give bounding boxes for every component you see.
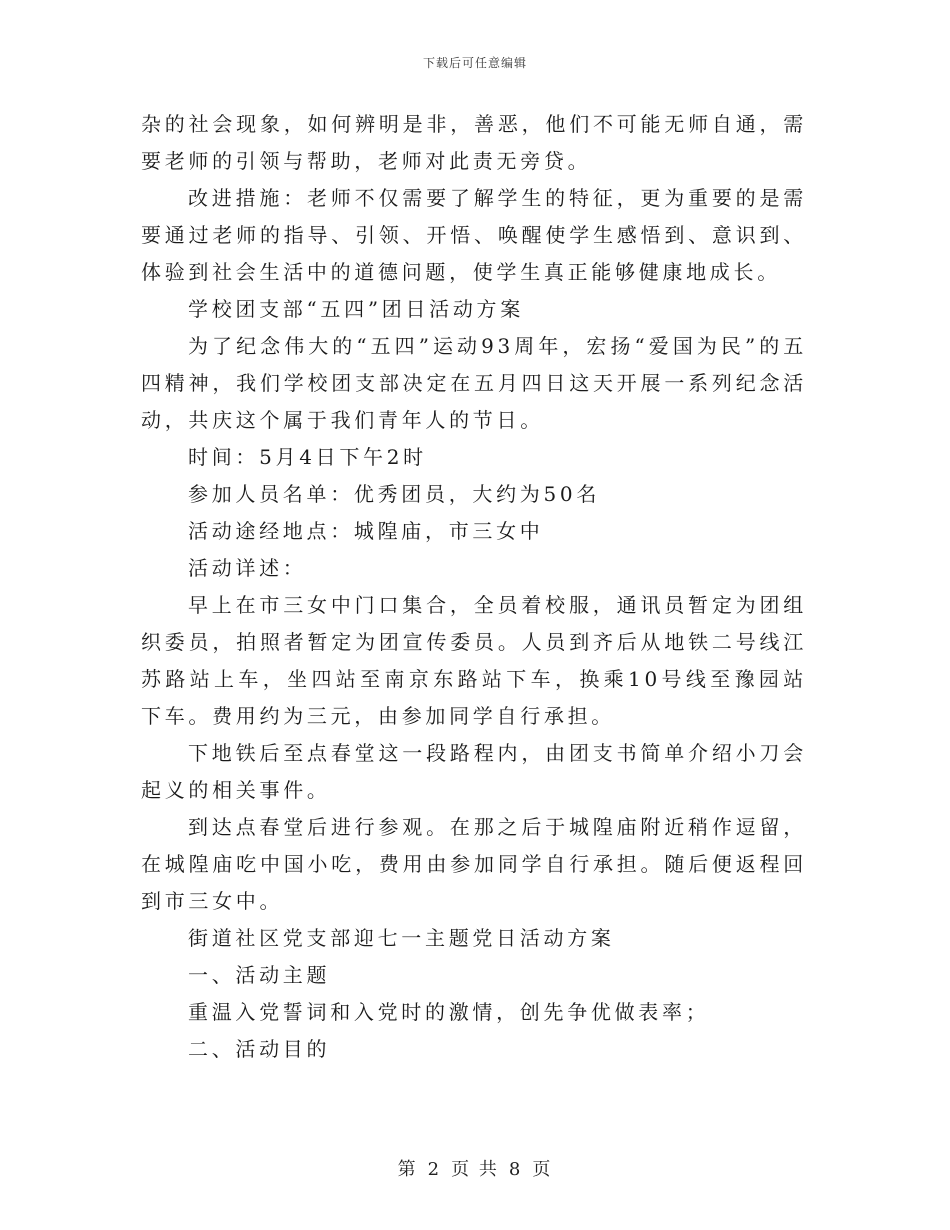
- paragraph: 为了纪念伟大的“五四”运动93周年，宏扬“爱国为民”的五四精神，我们学校团支部决定在五月四日这天开展一系列纪念活动，共庆这个属于我们青年人的节日。: [141, 334, 807, 432]
- document-body: [141, 106, 807, 1068]
- paragraph: 参加人员名单：优秀团员，大约为50名: [188, 482, 601, 506]
- footer-prefix: 第: [397, 1159, 418, 1180]
- footer-page-number: 2: [427, 1159, 442, 1180]
- heading: 一、活动主题: [188, 963, 331, 987]
- paragraph: 活动途经地点：城隍庙，市三女中: [188, 519, 544, 543]
- heading: 二、活动目的: [188, 1037, 331, 1061]
- paragraph: 下地铁后至点春堂这一段路程内，由团支书简单介绍小刀会起义的相关事件。: [141, 741, 807, 802]
- footer-suffix: 页: [532, 1159, 553, 1180]
- paragraph: 时间：5月4日下午2时: [188, 445, 427, 469]
- page-header: 下载后可任意编辑: [422, 56, 527, 70]
- paragraph: 杂的社会现象，如何辨明是非，善恶，他们不可能无师自通，需要老师的引领与帮助，老师对此责无旁贷。: [141, 112, 807, 173]
- page-footer: [0, 1155, 950, 1181]
- section-title: 学校团支部“五四”团日活动方案: [188, 297, 524, 321]
- paragraph: 重温入党誓词和入党时的激情，创先争优做表率；: [188, 1000, 710, 1024]
- paragraph: 到达点春堂后进行参观。在那之后于城隍庙附近稍作逗留，在城隍庙吃中国小吃，费用由参加同学自行承担。随后便返程回到市三女中。: [141, 815, 807, 913]
- footer-middle: 页 共: [451, 1159, 499, 1180]
- paragraph: 改进措施：老师不仅需要了解学生的特征，更为重要的是需要通过老师的指导、引领、开悟、唤醒使学生感悟到、意识到、体验到社会生活中的道德问题，使学生真正能够健康地成长。: [141, 186, 807, 284]
- footer-total-pages: 8: [508, 1159, 523, 1180]
- paragraph: 早上在市三女中门口集合，全员着校服，通讯员暂定为团组织委员，拍照者暂定为团宣传委员。人员到齐后从地铁二号线江苏路站上车，坐四站至南京东路站下车，换乘10号线至豫园站下车。费用约为三元，由参加同学自行承担。: [141, 593, 807, 728]
- paragraph: 活动详述：: [188, 556, 307, 580]
- section-title: 街道社区党支部迎七一主题党日活动方案: [188, 926, 615, 950]
